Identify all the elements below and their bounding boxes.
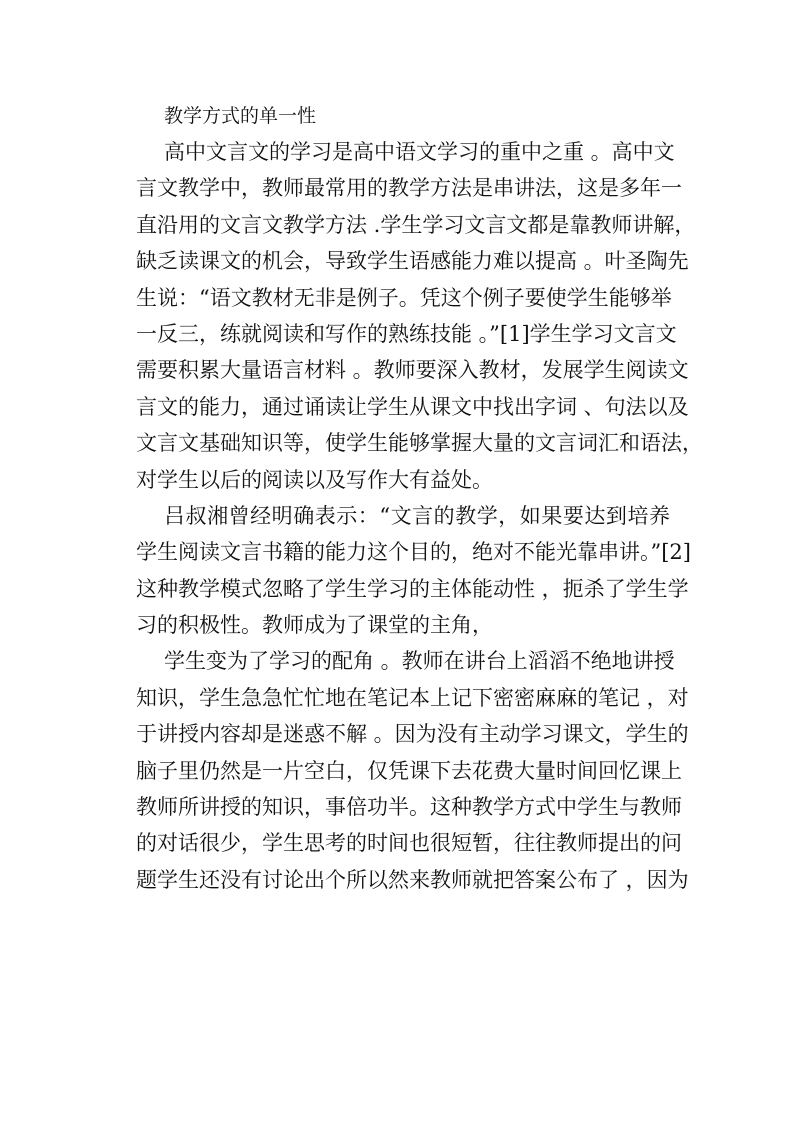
text-line: 言文教学中，教师最常用的教学方法是串讲法，这是多年一 [136, 176, 682, 201]
text-line: 吕叔湘曾经明确表示：“文言的教学，如果要达到培养 [164, 503, 670, 528]
text-line: 脑子里仍然是一片空白，仅凭课下去花费大量时间回忆课上 [136, 758, 682, 783]
paragraph-2 [136, 498, 691, 644]
section-heading: 教学方式的单一性 [164, 105, 317, 127]
paragraph-1 [136, 134, 703, 498]
paragraph-3 [136, 643, 689, 898]
text-line: 一反三，练就阅读和写作的熟练技能 。”[1]学生学习文言文 [136, 321, 677, 346]
text-line: 知识，学生急急忙忙地在笔记本上记下密密麻麻的笔记 ，对 [136, 685, 689, 710]
text-line: 学生阅读文言书籍的能力这个目的，绝对不能光靠串讲。”[2] [136, 540, 691, 565]
text-line: 缺乏读课文的机会，导致学生语感能力难以提高 。叶圣陶先 [136, 249, 689, 274]
document-body [136, 98, 703, 898]
text-line: 生说：“语文教材无非是例子。凭这个例子要使学生能够举 [136, 285, 672, 310]
text-line: 言文的能力，通过诵读让学生从课文中找出字词 、句法以及 [136, 394, 689, 419]
text-line: 教师所讲授的知识，事倍功半。这种教学方式中学生与教师 [136, 795, 682, 820]
text-line: 直沿用的文言文教学方法 .学生学习文言文都是靠教师讲解， [136, 212, 696, 237]
text-line: 这种教学模式忽略了学生学习的主体能动性 ，扼杀了学生学 [136, 576, 689, 601]
text-line: 题学生还没有讨论出个所以然来教师就把答案公布了 ，因为 [136, 867, 689, 892]
text-line: 的对话很少，学生思考的时间也很短暂，往往教师提出的问 [136, 831, 682, 856]
text-line: 学生变为了学习的配角 。教师在讲台上滔滔不绝地讲授 [164, 649, 675, 674]
text-line: 文言文基础知识等，使学生能够掌握大量的文言词汇和语法， [136, 431, 703, 456]
text-line: 高中文言文的学习是高中语文学习的重中之重 。高中文 [164, 140, 675, 164]
text-line: 于讲授内容却是迷惑不解 。因为没有主动学习课文，学生的 [136, 722, 689, 747]
text-line: 对学生以后的阅读以及写作大有益处。 [136, 467, 493, 492]
text-line: 需要积累大量语言材料 。教师要深入教材，发展学生阅读文 [136, 358, 689, 383]
text-line: 习的积极性。教师成为了课堂的主角， [136, 613, 493, 638]
